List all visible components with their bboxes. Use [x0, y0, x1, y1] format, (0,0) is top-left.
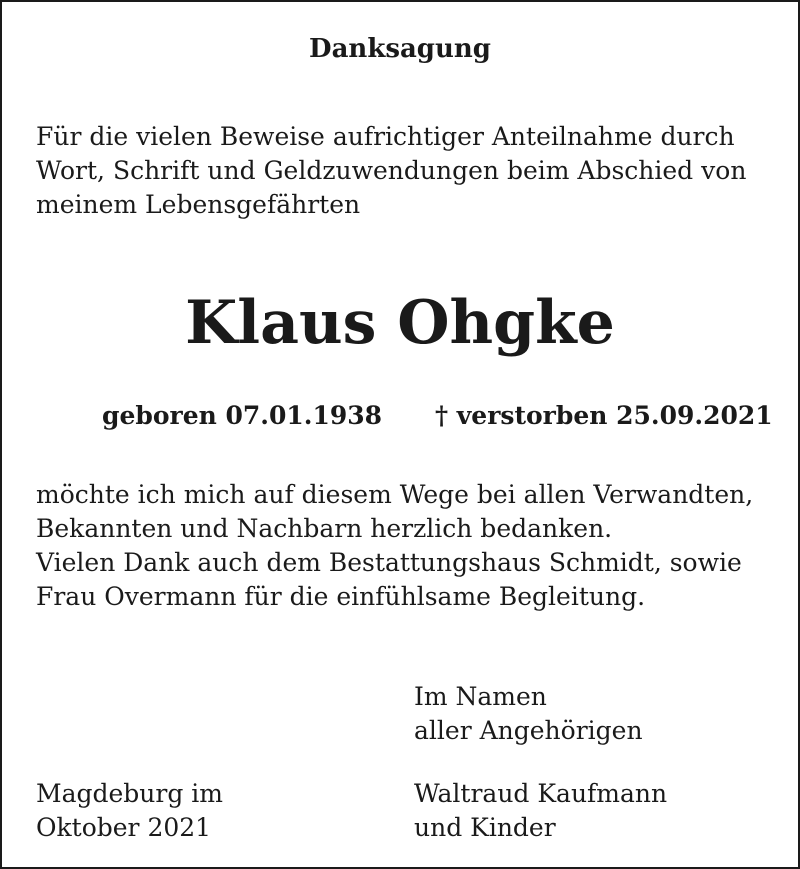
message-line-4: Frau Overmann für die einfühlsame Begleitung.: [36, 582, 646, 611]
closing-block: [414, 680, 643, 748]
intro-word: beim: [506, 156, 570, 185]
intro-line-2: [36, 154, 768, 188]
intro-line-1: [36, 120, 768, 154]
place-date-block: [36, 777, 223, 845]
intro-word: Beweise: [219, 122, 325, 151]
message-line-1: möchte ich mich auf diesem Wege bei allen Verwandten,: [36, 480, 754, 509]
intro-word: Für: [36, 122, 82, 151]
intro-word: Schrift: [112, 156, 200, 185]
signer-line-1: Waltraud Kaufmann: [414, 779, 668, 808]
intro-word: durch: [660, 122, 735, 151]
intro-paragraph: [36, 120, 768, 222]
intro-word: die: [89, 122, 129, 151]
closing-line-1: Im Namen: [414, 682, 547, 711]
intro-word: Geldzuwendungen: [263, 156, 499, 185]
intro-word: aufrichtiger: [332, 122, 484, 151]
intro-word: Abschied: [577, 156, 694, 185]
intro-line-3: meinem Lebensgefährten: [36, 190, 361, 219]
message-line-3: Vielen Dank auch dem Bestattungshaus Schmidt, sowie: [36, 548, 742, 577]
message-line-2: Bekannten und Nachbarn herzlich bedanken.: [36, 514, 613, 543]
intro-word: Wort,: [36, 156, 105, 185]
notice-heading: Danksagung: [309, 34, 491, 64]
signer-line-2: und Kinder: [414, 813, 556, 842]
signer-block: [414, 777, 667, 845]
place-line-2: Oktober 2021: [36, 813, 212, 842]
deceased-name: Klaus Ohgke: [185, 288, 615, 358]
intro-word: und: [207, 156, 256, 185]
intro-word: vielen: [136, 122, 212, 151]
closing-line-2: aller Angehörigen: [414, 716, 643, 745]
place-line-1: Magdeburg im: [36, 779, 224, 808]
intro-word: von: [701, 156, 747, 185]
message-paragraph: [36, 478, 768, 614]
intro-word: Anteilnahme: [491, 122, 653, 151]
death-date: † verstorben 25.09.2021: [435, 401, 773, 430]
birth-date: geboren 07.01.1938: [102, 401, 383, 430]
